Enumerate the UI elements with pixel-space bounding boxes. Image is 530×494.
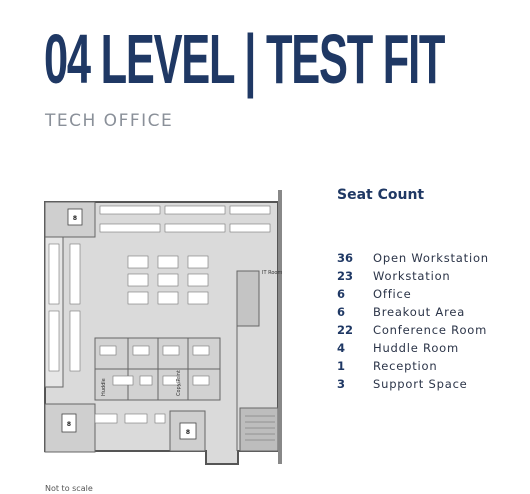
seat-count-heading: Seat Count [337,187,425,203]
huddle-room-label: Huddle [101,378,107,396]
scale-note: Not to scale [45,484,93,493]
seat-count-label: Breakout Area [373,305,466,319]
seat-count-value: 23 [337,269,354,283]
seat-count-row [337,303,489,321]
seat-count-value: 1 [337,359,346,373]
east-wall [278,190,282,464]
seat-count-row [337,285,489,303]
floor-plan [40,186,290,486]
seat-count-value: 22 [337,323,354,337]
seat-count-row [337,267,489,285]
seat-count-label: Support Space [373,377,468,391]
seat-count-label: Open Workstation [373,251,489,265]
page-title: 04 LEVEL | TEST FIT [44,20,445,98]
page-subtitle: TECH OFFICE [45,111,174,131]
seat-count-value: 3 [337,377,346,391]
workstations-center [128,256,208,304]
seat-count-list [337,249,489,393]
seat-count-value: 4 [337,341,346,355]
seat-count-row [337,375,489,393]
seat-count-row [337,321,489,339]
conference-seat-label: 8 [185,429,191,436]
seat-count-label: Huddle Room [373,341,460,355]
seat-count-value: 6 [337,287,346,301]
seat-count-row [337,249,489,267]
conference-seat-label: 8 [72,215,78,222]
conference-table-center [180,423,196,439]
conference-seat-label: 8 [66,421,72,428]
conference-table-bottom [62,414,76,432]
seat-count-value: 6 [337,305,346,319]
seat-count-label: Office [373,287,412,301]
seat-count-label: Conference Room [373,323,488,337]
it-room-label: IT Room [262,270,283,276]
seat-count-row [337,357,489,375]
seat-count-label: Reception [373,359,438,373]
seat-count-row [337,339,489,357]
conference-table-top [68,209,82,225]
copy-print-label: Copy/Print [176,370,182,396]
seat-count-value: 36 [337,251,354,265]
seat-count-label: Workstation [373,269,451,283]
